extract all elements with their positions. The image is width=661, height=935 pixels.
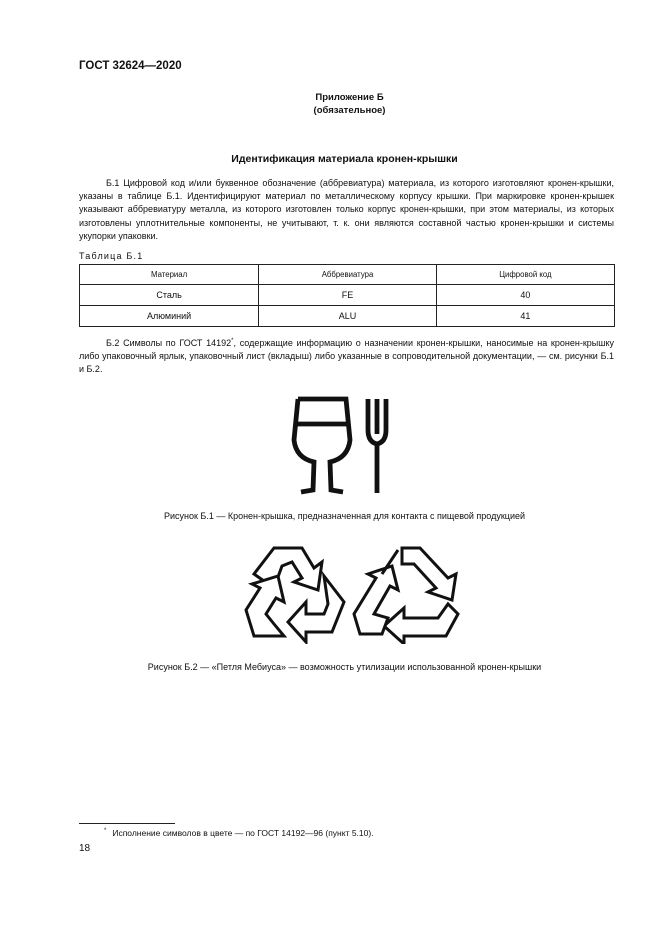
table-row bbox=[80, 306, 615, 327]
table-row bbox=[80, 285, 615, 306]
table-cell: FE bbox=[259, 285, 437, 306]
table-header-cell: Материал bbox=[80, 265, 259, 285]
appendix-heading bbox=[0, 91, 661, 117]
table-header-row bbox=[80, 265, 615, 285]
appendix-title: Приложение Б bbox=[315, 92, 384, 103]
table-header-cell: Цифровой код bbox=[436, 265, 614, 285]
table-cell: Сталь bbox=[80, 285, 259, 306]
footnote bbox=[104, 828, 374, 838]
paragraph-b2-start: Б.2 Символы по ГОСТ 14192 bbox=[106, 338, 232, 348]
table-cell: 41 bbox=[436, 306, 614, 327]
paragraph-b2-rest: , содержащие информацию о назначении кронен-крышки, наносимые на кронен-крышку либо упаковочный ярлык, упаковочный лист (вкладыш) либо указанные в сопроводительной документации, — см. рисунки Б.1 и Б.2. bbox=[79, 338, 614, 375]
table-caption: Таблица Б.1 bbox=[79, 251, 144, 261]
footnote-text: Исполнение символов в цвете — по ГОСТ 14192—96 (пункт 5.10). bbox=[112, 828, 374, 838]
paragraph-b2 bbox=[79, 335, 614, 377]
recycling-arrows-icon bbox=[244, 544, 348, 644]
table-cell: ALU bbox=[259, 306, 437, 327]
footnote-mark: * bbox=[104, 828, 107, 835]
table-cell: 40 bbox=[436, 285, 614, 306]
mobius-loop-icon bbox=[352, 544, 464, 644]
section-title: Идентификация материала кронен-крышки bbox=[231, 153, 458, 165]
appendix-status: (обязательное) bbox=[313, 105, 386, 116]
glass-and-fork-icon bbox=[290, 396, 405, 498]
figure-b2-caption: Рисунок Б.2 — «Петля Мебиуса» — возможность утилизации использованной кронен-крышки bbox=[147, 662, 542, 672]
standard-header: ГОСТ 32624—2020 bbox=[79, 60, 182, 72]
page-number: 18 bbox=[79, 843, 91, 854]
materials-table bbox=[79, 264, 615, 327]
paragraph-b1: Б.1 Цифровой код и/или буквенное обозначение (аббревиатура) материала, из которого изготовляют кронен-крышки, указаны в таблице Б.1. Идентифицируют материал по металлическому корпусу крышки. При маркировке кронен-крышек указывают аббревиатуру металла, из которого изготовлен только корпус кронен-крышки, при этом материалы, из которых изготовлены уплотнительные компоненты, не учитывают, т. к. они являются составной частью кронен-крышки и системы укупорки упаковки. bbox=[79, 178, 614, 241]
table-header-cell: Аббревиатура bbox=[259, 265, 437, 285]
figure-b1-caption: Рисунок Б.1 — Кронен-крышка, предназначенная для контакта с пищевой продукцией bbox=[163, 511, 526, 521]
table-cell: Алюминий bbox=[80, 306, 259, 327]
footnote-marker: * bbox=[231, 338, 234, 344]
footnote-divider bbox=[79, 823, 175, 824]
